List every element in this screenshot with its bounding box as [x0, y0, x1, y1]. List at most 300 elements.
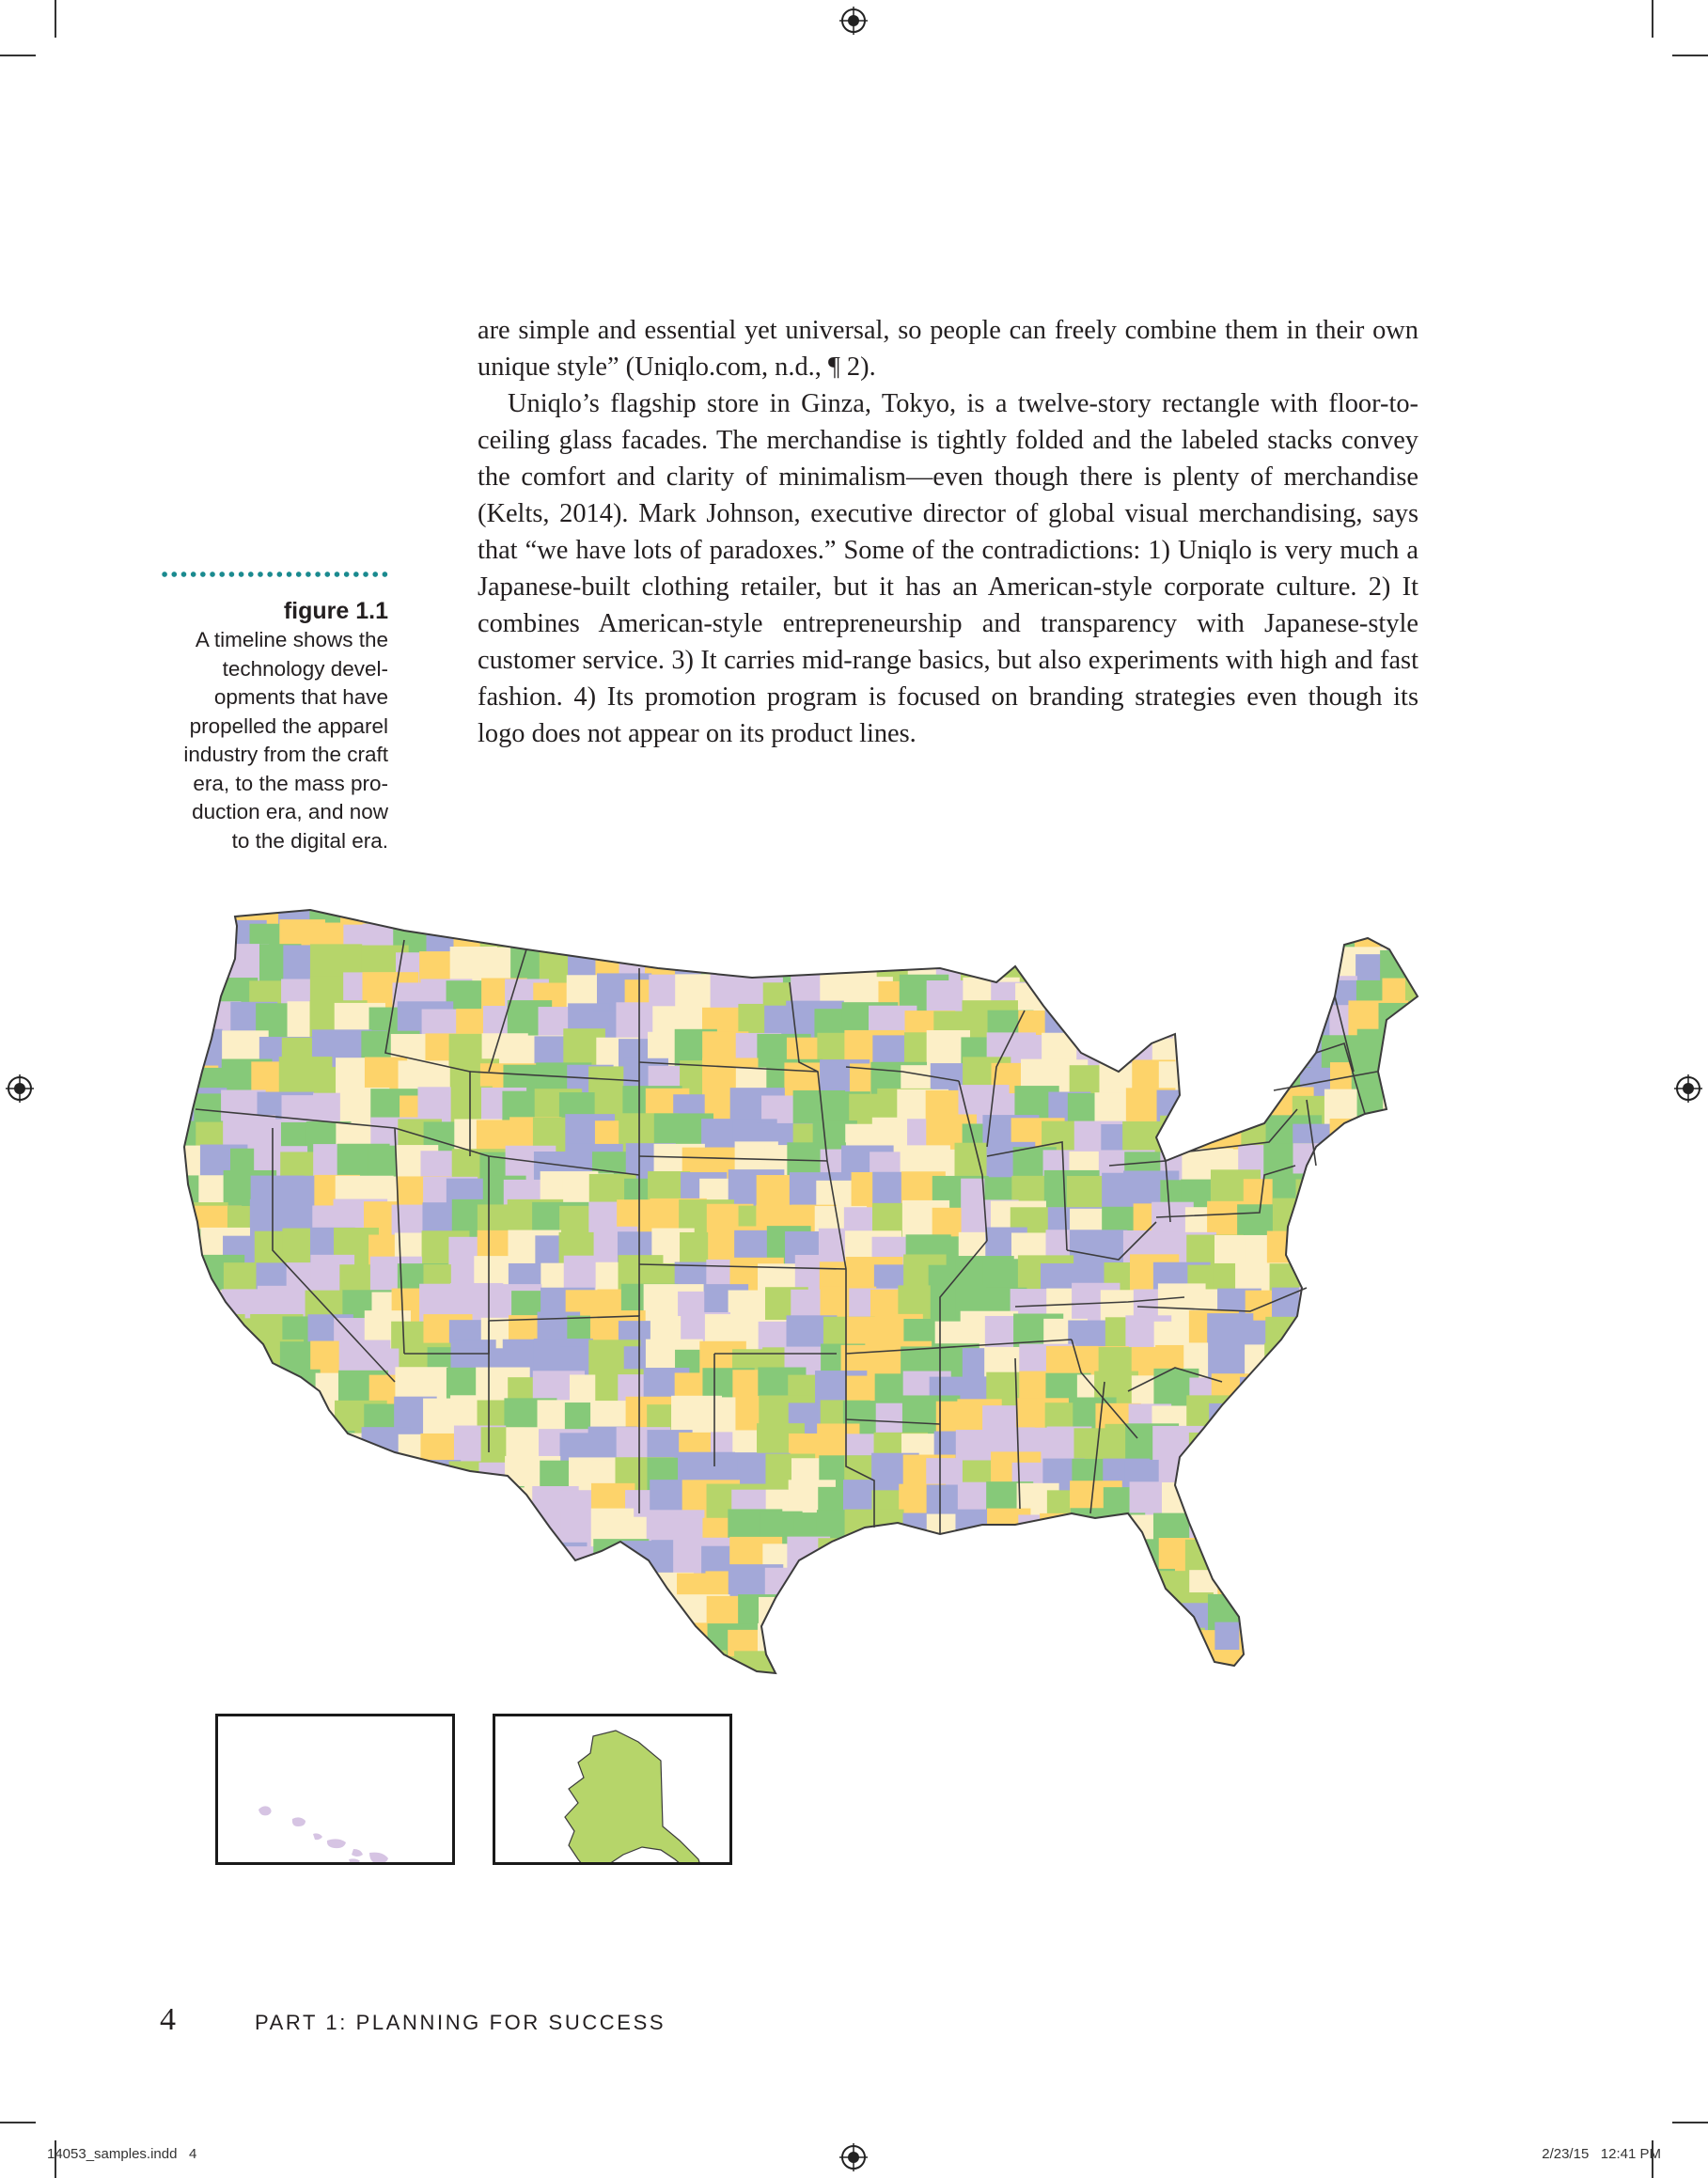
map-region — [900, 1627, 946, 1678]
map-region — [1235, 972, 1294, 1015]
map-region — [201, 1340, 254, 1387]
map-region — [959, 1544, 1017, 1597]
map-region — [1097, 1001, 1143, 1056]
map-region — [165, 1344, 225, 1386]
map-region — [1044, 1592, 1098, 1637]
map-region — [1297, 1622, 1340, 1665]
map-region — [364, 1490, 421, 1542]
map-region — [1238, 1594, 1280, 1635]
map-region — [1349, 1570, 1397, 1618]
map-region — [285, 1463, 333, 1506]
map-region — [1012, 1566, 1064, 1610]
map-region — [908, 1683, 962, 1725]
map-region — [1244, 920, 1298, 971]
map-region — [1326, 1569, 1375, 1610]
map-region — [648, 895, 703, 938]
map-region — [1275, 925, 1334, 968]
map-region — [1272, 1369, 1323, 1412]
map-region — [227, 1593, 278, 1643]
map-region — [1130, 1622, 1172, 1667]
map-region — [1245, 1344, 1304, 1387]
map-region — [249, 1403, 308, 1451]
map-region — [1380, 1371, 1424, 1421]
map-region — [1412, 1206, 1458, 1247]
map-region — [822, 924, 873, 978]
map-region — [1300, 1486, 1357, 1540]
map-region — [428, 893, 474, 942]
map-region — [993, 1684, 1045, 1734]
map-region — [844, 1574, 892, 1615]
map-region — [311, 1568, 356, 1613]
map-region — [454, 895, 498, 938]
map-region — [166, 920, 217, 964]
map-region — [512, 891, 562, 938]
map-region — [1387, 1066, 1436, 1115]
map-region — [1330, 1485, 1388, 1535]
map-region — [362, 1565, 417, 1618]
map-region — [455, 1539, 510, 1590]
map-region — [249, 1517, 292, 1561]
map-region — [990, 1650, 1043, 1698]
map-region — [165, 1483, 206, 1526]
map-region — [1105, 950, 1155, 1001]
map-region — [848, 1603, 901, 1654]
map-region — [1071, 1684, 1122, 1724]
map-region — [259, 1567, 301, 1607]
map-region — [167, 1432, 219, 1480]
map-region — [1384, 1117, 1431, 1170]
map-region — [1354, 1124, 1401, 1176]
map-region — [314, 1598, 363, 1643]
paragraph-uniqlo-flagship: Uniqlo’s flagship store in Ginza, Tokyo, is a twelve-story rectangle with floor-to-ceiling glass facades. The merchandise is tightly folded and the labeled stacks convey the comfort and clarity of minimalism—even though there is plenty of merchandise (Kelts, 2014). Mark Johnson, executive director of global visual merchandising, says that “we have lots of paradoxes.” Some of the contradictions: 1) Uniqlo is very much a Japanese-built clothing retailer, but it has an American-style corporate culture. 2) It combines American-style entrepreneurship and transparency with Japanese-style customer service. 3) It carries mid-range basics, but also experiments with high and fast fashion. 4) Its promotion program is focused on branding strategies even though its logo does not appear on its product lines. — [478, 389, 1418, 748]
map-region — [1301, 1313, 1347, 1356]
map-region — [793, 917, 835, 969]
caption-line: propelled the apparel — [189, 713, 388, 738]
map-region — [1186, 1678, 1246, 1724]
map-region — [879, 1688, 935, 1732]
slug-filename: 14053_samples.indd 4 — [47, 2146, 197, 2162]
map-region — [311, 1431, 355, 1483]
map-region — [733, 921, 775, 970]
map-region — [1416, 1315, 1473, 1368]
map-region — [649, 917, 698, 959]
map-region — [1378, 1490, 1428, 1541]
map-region — [367, 1649, 422, 1692]
map-region — [1272, 1007, 1316, 1050]
map-region — [1355, 1146, 1406, 1198]
slug-timestamp: 2/23/15 12:41 PM — [1542, 2146, 1661, 2162]
alaska-inset — [493, 1714, 732, 1865]
map-region — [988, 1630, 1032, 1670]
map-region — [1212, 1058, 1261, 1102]
map-region — [1208, 1650, 1260, 1696]
map-region — [1379, 1513, 1427, 1559]
map-region — [904, 916, 950, 957]
map-region — [1042, 1653, 1089, 1695]
map-region — [852, 1687, 909, 1736]
alaska-map — [495, 1716, 729, 1862]
map-region — [1354, 1369, 1414, 1411]
map-region — [251, 1659, 298, 1704]
map-region — [335, 1518, 384, 1571]
map-region — [309, 1510, 365, 1564]
map-region — [1208, 1514, 1259, 1561]
map-region — [478, 1621, 532, 1662]
map-region — [1326, 1318, 1380, 1360]
map-region — [195, 1543, 248, 1590]
map-region — [171, 1546, 220, 1596]
map-region — [400, 1489, 449, 1543]
map-region — [1040, 1513, 1093, 1559]
map-region — [165, 1516, 212, 1560]
map-region — [531, 1567, 576, 1611]
map-region — [1354, 1628, 1400, 1674]
map-region — [1408, 946, 1452, 990]
map-region — [1386, 1227, 1444, 1269]
map-region — [1267, 1398, 1317, 1440]
map-region — [964, 917, 1011, 957]
map-region — [1377, 1685, 1434, 1725]
map-region — [449, 1482, 504, 1531]
map-region — [288, 1483, 342, 1525]
map-region — [341, 1622, 400, 1666]
map-region — [1325, 1543, 1383, 1598]
map-region — [1379, 1568, 1432, 1608]
map-region — [1237, 1513, 1283, 1565]
map-region — [1325, 1397, 1371, 1440]
map-region — [1385, 1317, 1433, 1357]
map-region — [1323, 1293, 1372, 1342]
map-region — [1331, 1600, 1385, 1643]
map-region — [251, 1602, 297, 1641]
map-region — [1324, 1655, 1373, 1700]
map-region — [1068, 950, 1111, 995]
map-region — [280, 1625, 332, 1665]
map-region — [1076, 1543, 1126, 1596]
map-region — [225, 1373, 274, 1421]
map-region — [595, 1659, 650, 1703]
map-region — [396, 1575, 442, 1615]
map-region — [256, 1627, 314, 1678]
map-region — [1017, 1628, 1059, 1669]
map-region — [310, 1543, 365, 1588]
map-region — [474, 1486, 525, 1528]
map-region — [1073, 974, 1133, 1017]
map-region — [1246, 1433, 1303, 1474]
map-region — [1097, 1630, 1139, 1684]
map-region — [816, 1649, 862, 1702]
map-region — [1245, 1005, 1286, 1057]
map-region — [1355, 1538, 1406, 1579]
map-region — [199, 1462, 249, 1508]
map-region — [902, 1593, 961, 1644]
map-region — [1324, 1509, 1379, 1557]
map-region — [228, 1515, 271, 1565]
caption-line: A timeline shows the — [195, 628, 388, 651]
map-region — [1351, 1400, 1396, 1447]
map-region — [279, 1545, 337, 1600]
map-region — [906, 1544, 960, 1597]
map-region — [479, 1512, 535, 1563]
map-region — [1266, 1650, 1318, 1700]
map-region — [926, 1569, 979, 1621]
map-region — [1355, 1233, 1403, 1284]
map-region — [1379, 1622, 1435, 1669]
map-region — [223, 1455, 274, 1500]
map-region — [1405, 1459, 1464, 1510]
map-region — [821, 1627, 877, 1676]
map-region — [869, 1547, 922, 1596]
map-region — [1380, 1178, 1424, 1219]
map-region — [1189, 978, 1246, 1021]
map-region — [1217, 1481, 1274, 1522]
map-region — [1211, 1680, 1260, 1726]
map-region — [812, 893, 870, 945]
map-region — [623, 1622, 670, 1669]
map-region — [1104, 1566, 1150, 1615]
figure-label: figure 1.1 — [283, 598, 388, 624]
map-region — [193, 1372, 250, 1414]
map-region — [426, 1650, 472, 1701]
map-region — [711, 892, 768, 940]
map-region — [1105, 1660, 1150, 1702]
map-region — [258, 1425, 308, 1470]
map-region — [1355, 1286, 1409, 1326]
map-region — [618, 1602, 666, 1650]
map-region — [652, 1657, 698, 1712]
map-region — [1298, 1601, 1348, 1654]
map-region — [284, 1653, 326, 1700]
map-region — [511, 1546, 566, 1595]
map-region — [1412, 1512, 1455, 1553]
map-region — [1161, 894, 1221, 943]
map-region — [1302, 1574, 1355, 1622]
map-region — [1189, 1089, 1238, 1129]
map-region — [1126, 979, 1167, 1032]
map-region — [1274, 1543, 1334, 1591]
map-region — [1181, 1008, 1227, 1049]
map-region — [1244, 1398, 1300, 1449]
map-region — [1100, 925, 1143, 972]
map-region — [1045, 973, 1087, 1021]
map-region — [222, 1480, 266, 1531]
map-region — [311, 1625, 363, 1674]
map-region — [1410, 1374, 1451, 1423]
map-region — [1411, 1628, 1458, 1673]
map-region — [1297, 1453, 1346, 1508]
map-region — [1383, 1088, 1432, 1137]
map-region — [340, 1460, 392, 1500]
map-region — [871, 1573, 927, 1620]
map-region — [1158, 974, 1218, 1019]
map-region — [757, 919, 807, 969]
map-region — [1358, 1599, 1403, 1642]
map-region — [223, 1575, 274, 1628]
map-region — [1294, 1513, 1336, 1565]
map-region — [1414, 1058, 1455, 1102]
map-region — [738, 1684, 790, 1728]
map-region — [932, 1600, 977, 1653]
map-region — [1415, 1432, 1458, 1476]
map-region — [936, 1622, 983, 1671]
map-region — [560, 1546, 614, 1590]
map-region — [417, 1481, 462, 1533]
map-region — [598, 898, 655, 948]
map-region — [390, 1649, 439, 1699]
map-region — [1209, 1454, 1251, 1509]
map-region — [540, 1598, 593, 1645]
map-region — [1349, 1649, 1404, 1693]
map-region — [1097, 1600, 1141, 1642]
map-region — [1241, 1657, 1287, 1704]
map-region — [671, 891, 724, 937]
map-region — [1161, 1657, 1205, 1704]
map-region — [985, 1546, 1029, 1594]
map-region — [1302, 1651, 1355, 1702]
caption-line: opments that have — [213, 685, 388, 709]
map-region — [1379, 1286, 1431, 1329]
map-region — [1351, 1260, 1409, 1302]
map-region — [729, 897, 788, 940]
map-region — [1125, 924, 1180, 966]
caption-line: era, to the mass pro- — [193, 771, 388, 795]
map-region — [1268, 1679, 1309, 1730]
map-region — [1075, 1009, 1118, 1058]
map-region — [872, 890, 919, 942]
map-region — [425, 1538, 478, 1591]
map-region — [393, 1512, 439, 1567]
map-region — [1385, 1593, 1434, 1639]
map-region — [816, 1679, 870, 1725]
map-region — [334, 1483, 391, 1527]
map-region — [1245, 1575, 1303, 1616]
map-region — [1303, 1258, 1355, 1310]
map-region — [450, 1631, 509, 1683]
map-region — [1274, 946, 1319, 993]
map-region — [366, 1540, 412, 1580]
map-region — [1358, 1462, 1406, 1511]
map-region — [1209, 955, 1252, 1007]
map-region — [1377, 1261, 1428, 1306]
map-region — [844, 922, 886, 971]
map-region — [699, 1656, 741, 1702]
map-region — [171, 1657, 230, 1704]
map-region — [958, 896, 1006, 949]
caption-line: to the digital era. — [231, 828, 388, 853]
map-region — [933, 1687, 991, 1731]
map-region — [1326, 1142, 1380, 1196]
map-region — [758, 895, 812, 945]
map-region — [1323, 1427, 1381, 1470]
map-region — [1187, 1486, 1241, 1529]
map-region — [989, 890, 1037, 931]
map-region — [452, 1659, 505, 1708]
map-region — [480, 1657, 523, 1697]
map-region — [1415, 894, 1458, 936]
map-region — [1246, 1542, 1300, 1589]
map-region — [1047, 1684, 1106, 1734]
map-region — [1358, 1315, 1418, 1366]
caption-line: technology devel- — [222, 656, 388, 681]
map-region — [625, 1564, 671, 1612]
map-region — [390, 1543, 434, 1587]
map-region — [1072, 892, 1115, 945]
map-region — [1382, 1146, 1433, 1195]
map-region — [202, 1314, 245, 1367]
map-region — [1068, 1568, 1120, 1612]
map-region — [193, 1597, 235, 1643]
map-region — [568, 1656, 628, 1702]
map-region — [1295, 1179, 1354, 1227]
map-region — [795, 1630, 843, 1680]
map-region — [930, 1537, 977, 1581]
map-region — [872, 926, 925, 967]
map-region — [1154, 1684, 1207, 1728]
map-region — [1381, 897, 1426, 942]
map-region — [1327, 1205, 1371, 1256]
map-region — [225, 1543, 274, 1586]
map-region — [1218, 977, 1277, 1025]
map-region — [787, 897, 831, 937]
map-region — [166, 952, 220, 997]
map-region — [1189, 1433, 1249, 1480]
map-region — [852, 1547, 903, 1590]
map-region — [1330, 1119, 1372, 1166]
map-region — [1331, 1686, 1380, 1740]
map-region — [734, 1651, 794, 1702]
map-region — [1413, 1349, 1458, 1402]
map-region — [479, 1601, 539, 1643]
map-region — [1352, 1486, 1407, 1539]
map-region — [793, 1658, 842, 1700]
map-region — [1264, 1343, 1308, 1383]
map-region — [1125, 1651, 1175, 1700]
map-region — [1414, 1654, 1467, 1697]
map-region — [1240, 945, 1293, 994]
map-region — [1416, 922, 1462, 965]
map-region — [760, 1678, 809, 1726]
map-region — [1095, 975, 1139, 1022]
map-region — [1298, 1402, 1352, 1443]
map-region — [1047, 1567, 1091, 1615]
map-region — [1298, 1233, 1357, 1285]
map-region — [982, 1599, 1042, 1640]
map-region — [541, 1652, 596, 1702]
map-region — [1292, 1680, 1341, 1731]
map-region — [932, 1651, 975, 1696]
map-region — [794, 1682, 838, 1731]
paragraph-continued: are simple and essential yet universal, so people can freely combine them in their own unique style” (Uniqlo.com, n.d., ¶ 2). — [478, 316, 1418, 382]
map-region — [201, 1402, 244, 1441]
map-region — [287, 1569, 332, 1616]
map-region — [1042, 1632, 1095, 1683]
map-region — [1133, 892, 1183, 942]
map-region — [1405, 1093, 1452, 1133]
map-region — [1357, 1686, 1400, 1729]
map-region — [1264, 972, 1308, 1023]
map-region — [1386, 1426, 1443, 1469]
map-region — [1011, 1603, 1065, 1656]
map-region — [478, 1544, 533, 1588]
map-region — [962, 1627, 1016, 1669]
map-region — [1014, 919, 1071, 965]
map-region — [171, 1313, 219, 1355]
map-region — [595, 1593, 642, 1646]
map-region — [229, 1427, 287, 1470]
map-region — [1270, 1463, 1324, 1506]
map-region — [255, 1376, 298, 1426]
map-region — [336, 1593, 395, 1637]
